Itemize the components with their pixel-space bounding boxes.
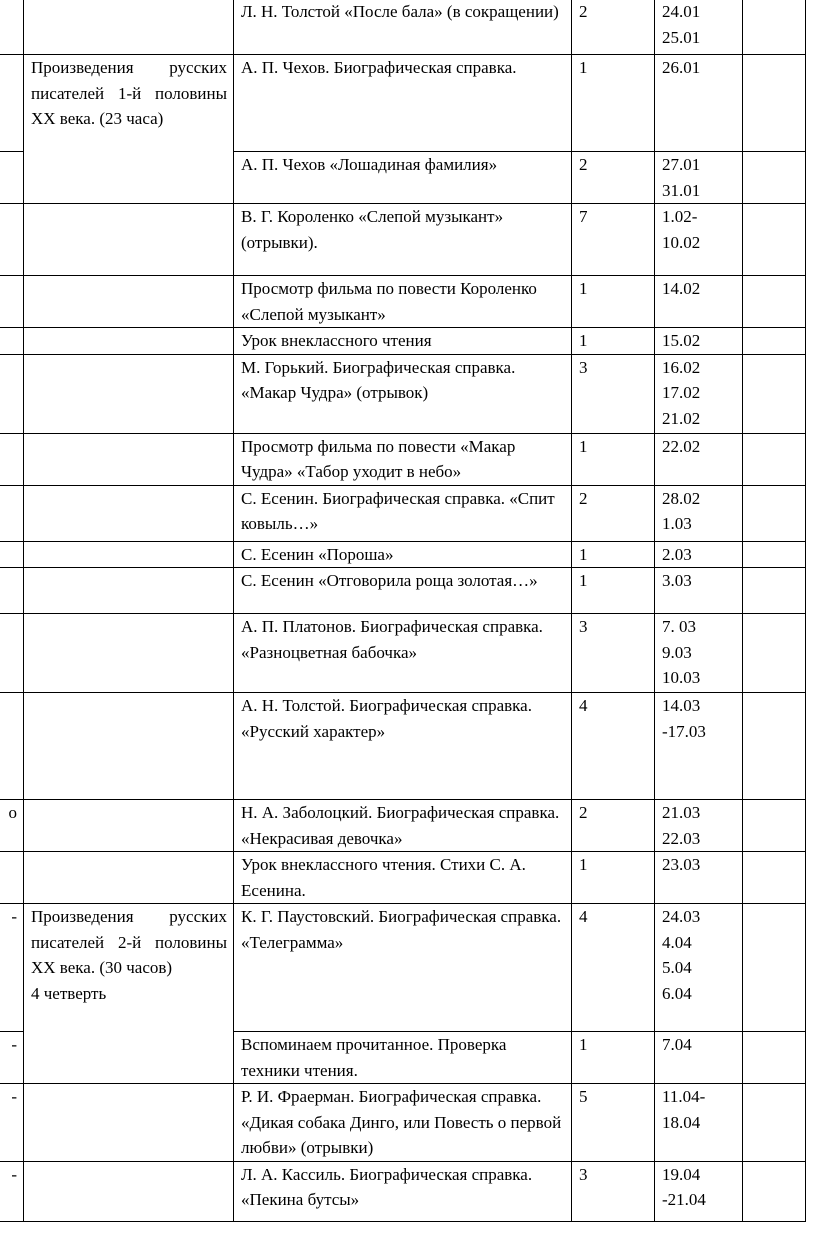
hours-count: 3 [572,1161,655,1221]
lesson-date: 7.04 [662,1035,692,1054]
lesson-topic: А. П. Чехов «Лошадиная фамилия» [234,152,572,204]
section-cell [24,568,234,614]
row-number-cell: - [0,1084,24,1162]
lesson-date: 28.02 [662,488,701,508]
lesson-topic: Н. А. Заболоцкий. Биографическая справка. «Некрасивая девочка» [234,800,572,852]
lesson-topic: М. Горький. Биографическая справка. «Макар Чудра» (отрывок) [234,354,572,433]
table-row [0,328,806,355]
lesson-date: 24.03 [662,907,701,926]
lesson-dates [655,0,743,55]
lesson-date: 7. 03 [662,617,696,636]
hours-count: 1 [572,1032,655,1084]
table-row [0,0,806,55]
lesson-date: -21.04 [662,1190,706,1209]
lesson-dates [655,852,743,904]
section-cell [24,485,234,541]
notes-cell [743,55,806,152]
lesson-date: -17.03 [662,721,706,741]
notes-cell [743,541,806,568]
notes-cell [743,800,806,852]
lesson-topic: А. Н. Толстой. Биографическая справка. «Русский характер» [234,693,572,800]
section-cell [24,800,234,852]
lesson-dates [655,485,743,541]
lesson-topic: Урок внеклассного чтения. Стихи С. А. Есенина. [234,852,572,904]
lesson-date: 3.03 [662,571,692,590]
table-row [0,204,806,276]
lesson-dates [655,152,743,204]
lesson-date: 17.02 [662,383,701,402]
lesson-topic: В. Г. Короленко «Слепой музыкант» (отрывки). [234,204,572,276]
row-number-cell [0,693,24,800]
notes-cell [743,276,806,328]
lesson-date: 11.04- [662,1087,706,1106]
row-number-cell [0,354,24,433]
lesson-date: 6.04 [662,983,692,1003]
section-cell [24,852,234,904]
table-row [0,354,806,433]
lesson-dates [655,1084,743,1162]
table-row [0,276,806,328]
lesson-date: 1.02- [662,207,698,226]
notes-cell [743,328,806,355]
lesson-dates [655,55,743,152]
lesson-date: 16.02 [662,357,701,377]
notes-cell [743,614,806,693]
lesson-date: 15.02 [662,331,701,350]
hours-count: 1 [572,852,655,904]
lesson-date: 5.04 [662,958,692,977]
lesson-topic: С. Есенин «Пороша» [234,541,572,568]
row-number-cell [0,0,24,55]
lesson-date: 21.02 [662,408,701,428]
notes-cell [743,0,806,55]
row-number-cell [0,204,24,276]
section-cell [24,354,234,433]
lesson-topic: Просмотр фильма по повести Короленко «Слепой музыкант» [234,276,572,328]
lesson-dates [655,614,743,693]
hours-count: 3 [572,354,655,433]
lesson-dates [655,568,743,614]
row-number-cell: - [0,904,24,1032]
lesson-date: 9.03 [662,642,692,662]
lesson-date: 22.03 [662,828,701,848]
section-title: 4 четверть [31,983,107,1003]
hours-count: 2 [572,0,655,55]
lesson-topic: А. П. Чехов. Биографическая справка. [234,55,572,152]
section-cell [24,541,234,568]
hours-count: 7 [572,204,655,276]
lesson-date: 21.03 [662,803,701,822]
lesson-dates [655,800,743,852]
notes-cell [743,1161,806,1221]
hours-count: 2 [572,800,655,852]
hours-count: 4 [572,904,655,1032]
lesson-dates [655,904,743,1032]
hours-count: 1 [572,328,655,355]
section-cell [24,614,234,693]
section-cell [24,1084,234,1162]
lesson-topic: К. Г. Паустовский. Биографическая справка. «Телеграмма» [234,904,572,1032]
hours-count: 1 [572,433,655,485]
table-row [0,1084,806,1162]
notes-cell [743,1032,806,1084]
lesson-date: 26.01 [662,58,701,77]
lesson-topic: Р. И. Фраерман. Биографическая справка. «Дикая собака Динго, или Повесть о первой любви» (отрывки) [234,1084,572,1162]
notes-cell [743,693,806,800]
hours-count: 1 [572,276,655,328]
lesson-dates [655,1032,743,1084]
table-row [0,55,806,152]
section-cell [24,0,234,55]
lesson-topic: Урок внеклассного чтения [234,328,572,355]
lesson-date: 14.02 [662,279,701,298]
row-number-cell: о [0,800,24,852]
lesson-date: 24.01 [662,2,701,21]
notes-cell [743,1084,806,1162]
hours-count: 3 [572,614,655,693]
notes-cell [743,433,806,485]
row-number-cell [0,485,24,541]
lesson-date: 25.01 [662,27,701,47]
table-row [0,904,806,1032]
notes-cell [743,852,806,904]
hours-count: 5 [572,1084,655,1162]
lesson-topic: С. Есенин. Биографическая справка. «Спит ковыль…» [234,485,572,541]
section-title: Произведения русских писателей 2-й половины XX века. (30 часов) [31,907,227,977]
notes-cell [743,204,806,276]
lesson-date: 4.04 [662,932,692,952]
row-number-cell [0,568,24,614]
row-number-cell: - [0,1161,24,1221]
row-number-cell [0,541,24,568]
lesson-topic: Вспоминаем прочитанное. Проверка техники чтения. [234,1032,572,1084]
lesson-dates [655,276,743,328]
hours-count: 1 [572,55,655,152]
lesson-date: 19.04 [662,1164,701,1184]
table-row [0,852,806,904]
notes-cell [743,485,806,541]
lesson-dates [655,354,743,433]
section-cell [24,433,234,485]
lesson-topic: Л. А. Кассиль. Биографическая справка. «Пекина бутсы» [234,1161,572,1221]
notes-cell [743,152,806,204]
section-cell [24,904,234,1084]
lesson-topic: А. П. Платонов. Биографическая справка. «Разноцветная бабочка» [234,614,572,693]
section-cell [24,328,234,355]
row-number-cell [0,152,24,204]
section-title: Произведения русских писателей 1-й половины XX века. (23 часа) [31,58,227,128]
row-number-cell [0,276,24,328]
lesson-topic: С. Есенин «Отговорила роща золотая…» [234,568,572,614]
table-row [0,485,806,541]
hours-count: 1 [572,568,655,614]
table-row [0,693,806,800]
lesson-date: 22.02 [662,436,701,456]
hours-count: 2 [572,485,655,541]
lesson-date: 10.02 [662,232,701,252]
lesson-dates [655,1161,743,1221]
lesson-dates [655,541,743,568]
lesson-date: 1.03 [662,514,692,533]
lesson-dates [655,433,743,485]
table-row [0,541,806,568]
lesson-date: 10.03 [662,668,701,687]
table-row [0,433,806,485]
row-number-cell [0,852,24,904]
section-cell [24,204,234,276]
lesson-dates [655,204,743,276]
section-cell [24,55,234,204]
row-number-cell [0,55,24,152]
row-number-cell [0,433,24,485]
section-cell [24,693,234,800]
lesson-dates [655,328,743,355]
hours-count: 4 [572,693,655,800]
lesson-date: 31.01 [662,180,701,200]
section-cell [24,276,234,328]
notes-cell [743,904,806,1032]
table-row [0,568,806,614]
row-number-cell [0,614,24,693]
hours-count: 2 [572,152,655,204]
row-number-cell: - [0,1032,24,1084]
lesson-date: 2.03 [662,544,692,564]
lesson-topic: Просмотр фильма по повести «Макар Чудра» «Табор уходит в небо» [234,433,572,485]
lesson-date: 27.01 [662,155,701,174]
lesson-date: 18.04 [662,1112,701,1132]
table-row [0,1161,806,1221]
lesson-date: 14.03 [662,696,701,715]
lesson-topic: Л. Н. Толстой «После бала» (в сокращении) [234,0,572,55]
notes-cell [743,354,806,433]
table-row [0,800,806,852]
notes-cell [743,568,806,614]
section-cell [24,1161,234,1221]
row-number-cell [0,328,24,355]
hours-count: 1 [572,541,655,568]
lesson-dates [655,693,743,800]
lesson-date: 23.03 [662,855,701,874]
table-row [0,614,806,693]
